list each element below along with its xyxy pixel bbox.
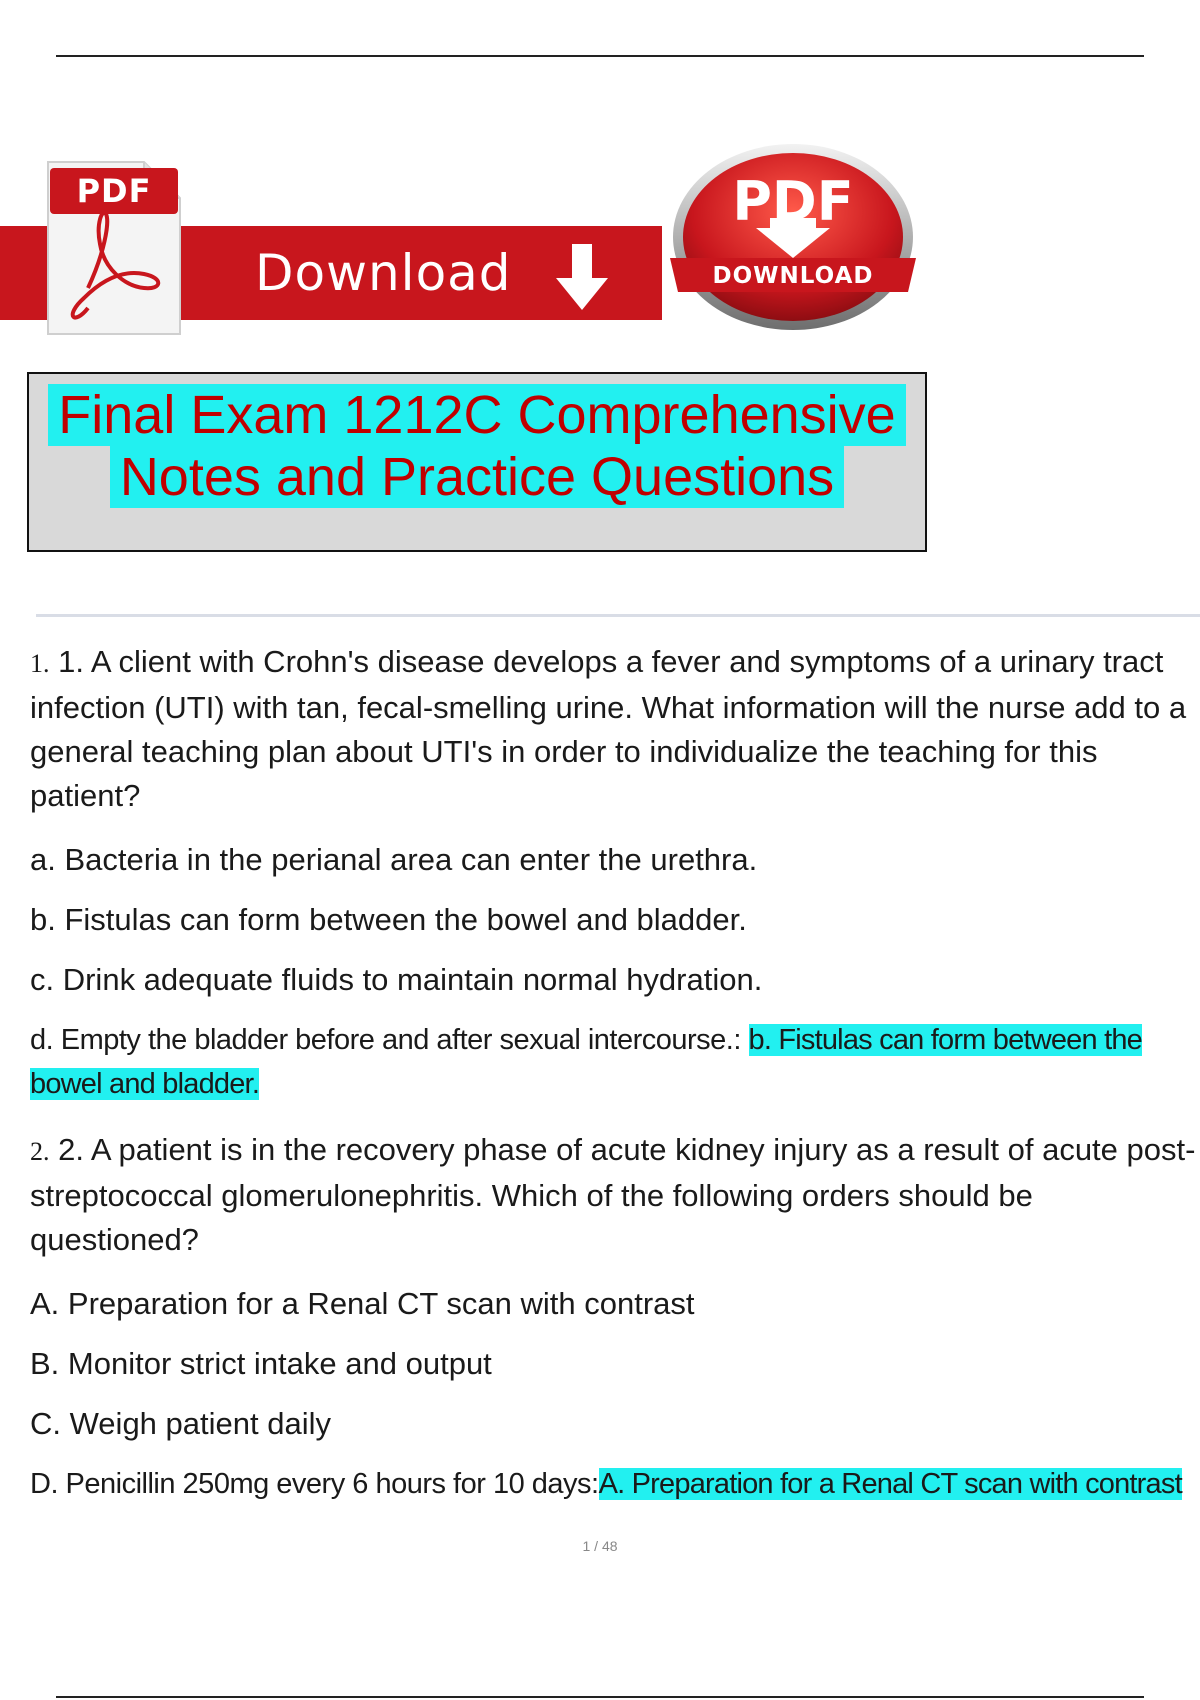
download-arrow-icon bbox=[556, 244, 608, 310]
download-label: Download bbox=[255, 244, 512, 302]
question-1-option-c: c. Drink adequate fluids to maintain normal hydration. bbox=[30, 962, 763, 997]
question-1-option-b: b. Fistulas can form between the bowel and bladder. bbox=[30, 902, 747, 937]
page-number: 1 / 48 bbox=[582, 1538, 618, 1554]
question-2-option-b: B. Monitor strict intake and output bbox=[30, 1346, 492, 1381]
question-2-text: 2. A patient is in the recovery phase of acute kidney injury as a result of acute post- streptococcal glomerulonephritis. Which of the following orders should be questioned? bbox=[30, 1132, 1196, 1257]
question-1-option-d-with-answer bbox=[30, 1018, 1198, 1106]
pdf-download-badge[interactable] bbox=[668, 142, 918, 332]
question-1 bbox=[30, 640, 1198, 818]
title-line-1: Final Exam 1212C Comprehensive bbox=[48, 384, 905, 446]
question-2-option-c: C. Weigh patient daily bbox=[30, 1406, 331, 1441]
question-1-option-d: d. Empty the bladder before and after sexual intercourse.: bbox=[30, 1024, 741, 1056]
question-1-option-a: a. Bacteria in the perianal area can enter the urethra. bbox=[30, 842, 758, 877]
question-1-text: 1. A client with Crohn's disease develops a fever and symptoms of a urinary tract infection (UTI) with tan, fecal-smelling urine. What information will the nurse add to a general teaching plan about UTI's in order to individualize the teaching for this patient? bbox=[30, 644, 1187, 813]
document-title-box bbox=[27, 372, 927, 552]
question-2 bbox=[30, 1128, 1198, 1262]
question-2-option-a: A. Preparation for a Renal CT scan with contrast bbox=[30, 1286, 695, 1321]
question-2-option-d-with-answer bbox=[30, 1462, 1198, 1506]
question-2-number: 2. bbox=[30, 1137, 50, 1166]
badge-download-text: DOWNLOAD bbox=[712, 263, 874, 289]
top-rule bbox=[56, 55, 1144, 57]
question-2-option-d: D. Penicillin 250mg every 6 hours for 10 days: bbox=[30, 1468, 599, 1500]
question-list bbox=[30, 640, 1198, 1528]
question-2-answer: A. Preparation for a Renal CT scan with contrast bbox=[598, 1468, 1182, 1500]
title-line-2: Notes and Practice Questions bbox=[110, 446, 844, 508]
question-1-answer: b. Fistulas can form between the bowel and bladder. bbox=[30, 1024, 1142, 1100]
pdf-document-icon bbox=[44, 158, 184, 338]
section-divider bbox=[36, 614, 1200, 617]
question-1-number: 1. bbox=[30, 649, 50, 678]
pdf-tag: PDF bbox=[50, 168, 178, 214]
bottom-rule bbox=[56, 1696, 1144, 1698]
badge-pdf-text: PDF bbox=[732, 170, 854, 233]
download-banner[interactable] bbox=[0, 158, 662, 344]
